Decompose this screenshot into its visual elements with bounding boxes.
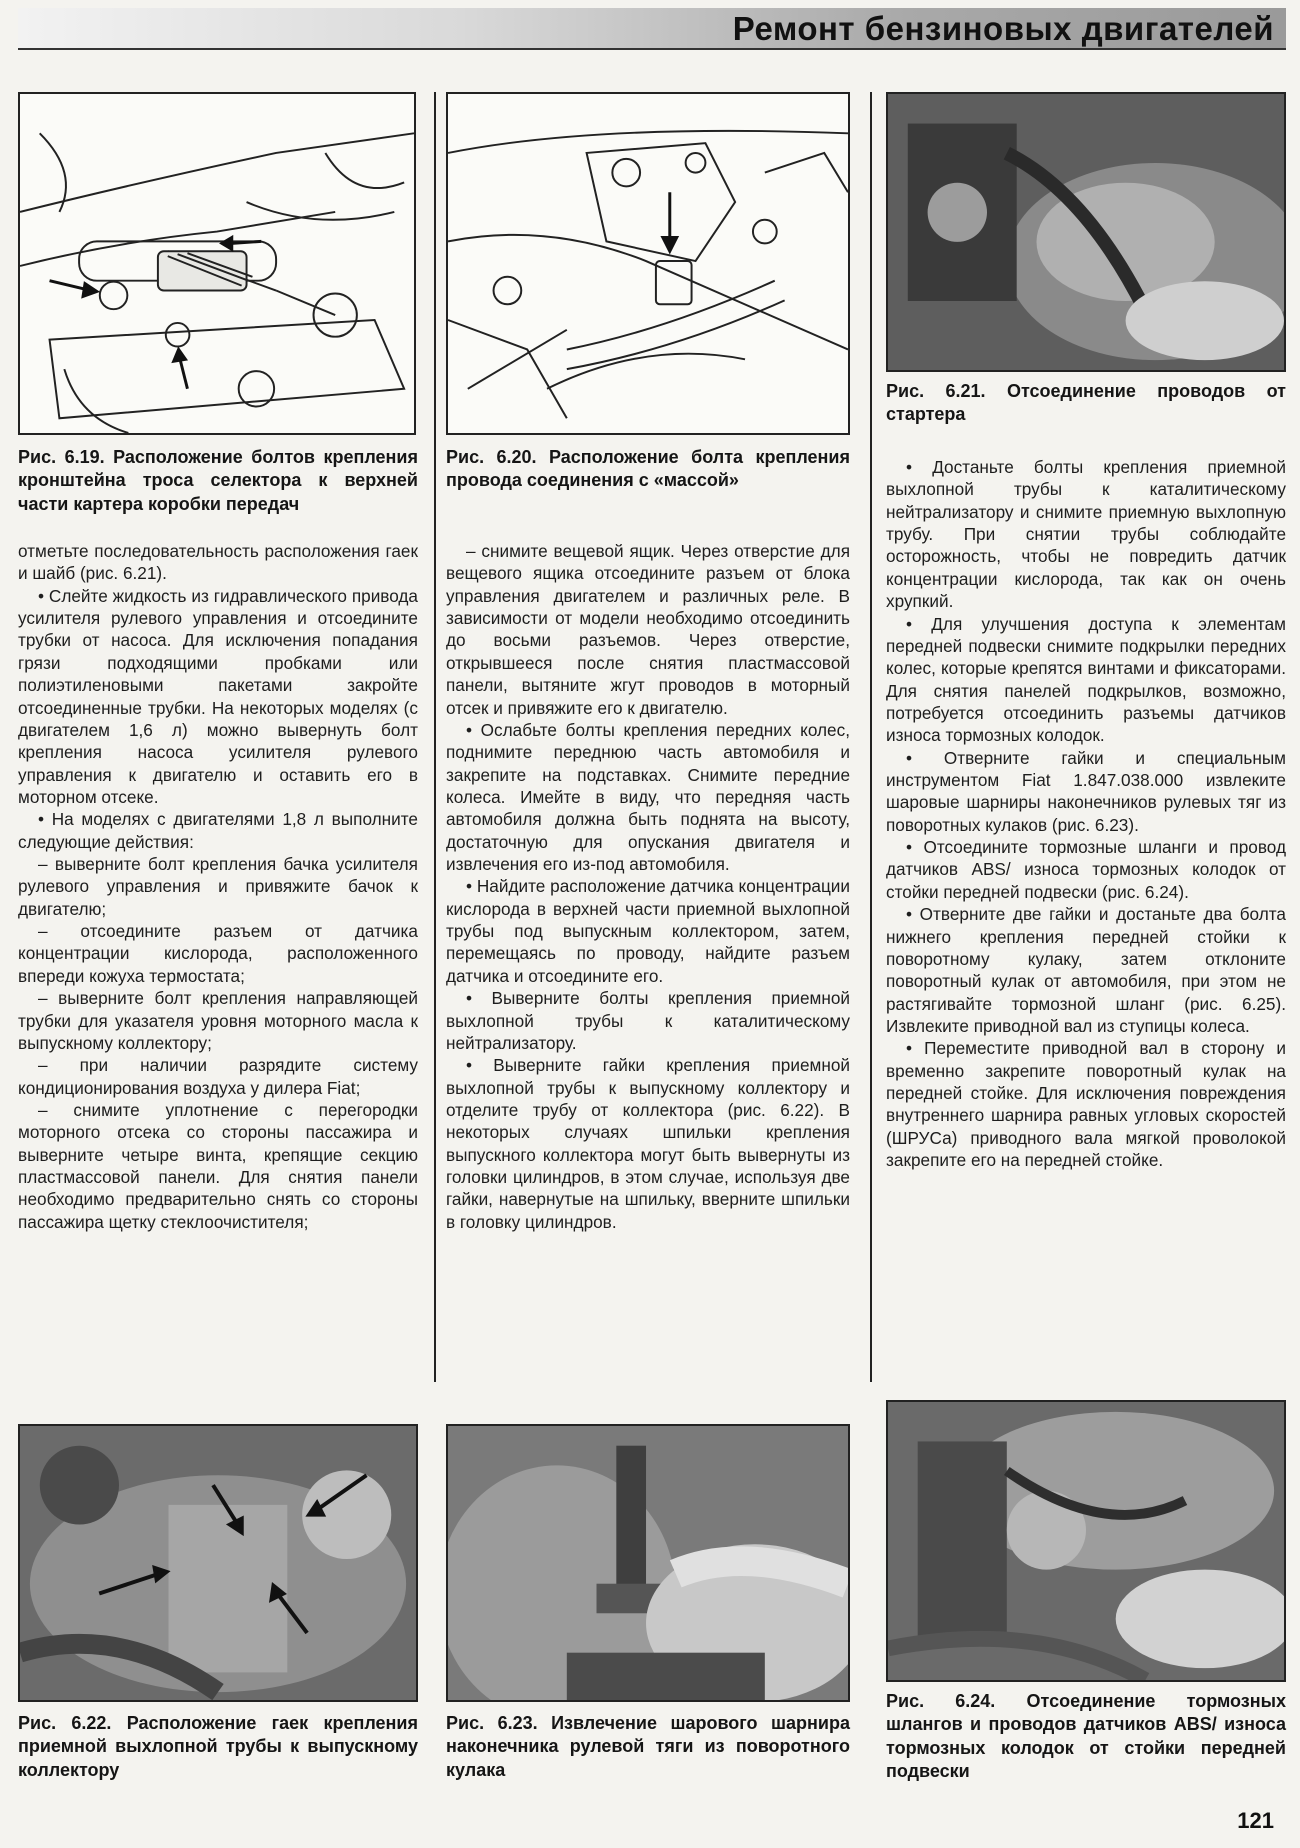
engine-bracket-illustration [20,94,414,433]
paragraph: – отсоедините разъем от датчика концентрации кислорода, расположенного впереди кожуха термостата; [18,921,418,986]
paragraph: • Для улучшения доступа к элементам передней подвески снимите подкрылки передних колес, которые крепятся винтами и фиксаторами. Для снятия панелей подкрылков, возможно, потребуется отсоединить разъемы датчиков износа тормозных колодок. [886,613,1286,746]
figure-6-23-photo [446,1424,850,1702]
column-left-text [18,540,418,1233]
figure-6-19-caption: Рис. 6.19. Расположение болтов крепления кронштейна троса селектора к верхней части картера коробки передач [18,447,418,514]
figure-6-20-drawing [446,92,850,435]
figure-6-21-caption: Рис. 6.21. Отсоединение проводов от стартера [886,381,1286,425]
column-divider-left [434,92,436,1382]
paragraph: • Переместите приводной вал в сторону и временно закрепите поворотный кулак на передней стойке. Для исключения повреждения внутреннего шарнира равных угловых скоростей (ШРУСа) приводного вала мягкой проволокой закрепите его на передней стойке. [886,1038,1286,1171]
paragraph: • Достаньте болты крепления приемной выхлопной трубы к каталитическому нейтрализатору и снимите приемную выхлопную трубу. При снятии трубы соблюдайте осторожность, чтобы не повредить датчик концентрации кислорода, так как он очень хрупкий. [886,457,1286,612]
exhaust-pipe-nuts-photo [20,1426,416,1700]
paragraph: – выверните болт крепления направляющей трубки для указателя уровня моторного масла к выпускному коллектору; [18,988,418,1053]
paragraph: – при наличии разрядите систему кондиционирования воздуха у дилера Fiat; [18,1055,418,1098]
figure-6-24-photo [886,1400,1286,1682]
brake-hoses-strut-photo [888,1402,1284,1680]
column-divider-right [870,92,872,1382]
paragraph: • Отверните гайки и специальным инструментом Fiat 1.847.038.000 извлеките шаровые шарниры наконечников рулевых тяг из поворотных кулаков (рис. 6.23). [886,747,1286,835]
column-middle-text [446,540,850,1233]
ground-wire-bolt-illustration [448,94,848,433]
paragraph: – выверните болт крепления бачка усилителя рулевого управления и привяжите бачок к двигателю; [18,854,418,919]
paragraph: • Найдите расположение датчика концентрации кислорода в верхней части приемной выхлопной трубы под выпускным коллектором, затем, перемещаясь по проводу, найдите разъем датчика и отсоедините его. [446,876,850,986]
paragraph: • Отверните две гайки и достаньте два болта нижнего крепления передней стойки к поворотному кулаку, затем отклоните поворотный кулак от автомобиля, при этом не растягивайте тормозной шланг (рис. 6.25). Извлеките приводной вал из ступицы колеса. [886,904,1286,1036]
figure-6-19-drawing [18,92,416,435]
paragraph: • На моделях с двигателями 1,8 л выполните следующие действия: [18,809,418,852]
paragraph: – снимите вещевой ящик. Через отверстие для вещевого ящика отсоедините разъем от блока управления двигателем и различных реле. В зависимости от модели необходимо отсоединить до восьми разъемов. Через отверстие, открывшееся после снятия пластмассовой панели, вытяните жгут проводов в моторный отсек и привяжите его к двигателю. [446,541,850,718]
figure-6-24-caption: Рис. 6.24. Отсоединение тормозных шлангов и проводов датчиков ABS/ износа тормозных колодок от стойки передней подвески [886,1691,1286,1782]
ball-joint-extraction-photo [448,1426,848,1700]
figure-6-20-caption: Рис. 6.20. Расположение болта крепления провода соединения с «массой» [446,447,850,491]
paragraph: • Ослабьте болты крепления передних колес, поднимите переднюю часть автомобиля и закрепите на подставках. Снимите передние колеса. Имейте в виду, что передняя часть автомобиля должна быть поднята на высоту, достаточную для опускания двигателя и извлечения его из-под автомобиля. [446,719,850,875]
figure-6-23-caption: Рис. 6.23. Извлечение шарового шарнира наконечника рулевой тяги из поворотного кулака [446,1713,850,1780]
paragraph: • Выверните гайки крепления приемной выхлопной трубы к выпускному коллектору и отделите трубу от коллектора (рис. 6.22). В некоторых случаях шпильки крепления выпускного коллектора могут быть вывернуты из головки цилиндров, в этом случае, используя две гайки, навернутые на шпильку, вверните шпильки в головку цилиндров. [446,1055,850,1232]
figure-6-22-caption: Рис. 6.22. Расположение гаек крепления приемной выхлопной трубы к выпускному коллектору [18,1713,418,1780]
page-title: Ремонт бензиновых двигателей [732,10,1274,47]
paragraph: • Отсоедините тормозные шланги и провод датчиков ABS/ износа тормозных колодок от стойки передней подвески (рис. 6.24). [886,837,1286,902]
paragraph: – снимите уплотнение с перегородки моторного отсека со стороны пассажира и выверните четыре винта, крепящие секцию пластмассовой панели. Для снятия панели необходимо предварительно снять со стороны пассажира щетку стеклоочистителя; [18,1099,418,1232]
paragraph: отметьте последовательность расположения гаек и шайб (рис. 6.21). [18,541,418,584]
column-right-text [886,456,1286,1172]
paragraph: • Слейте жидкость из гидравлического привода усилителя рулевого управления и отсоедините трубки от насоса. Для исключения попадания грязи подходящими пробками или полиэтиленовыми пакетами закройте отсоединенные трубки. На некоторых моделях (с двигателем 1,6 л) можно вывернуть болт крепления насоса усилителя рулевого управления к двигателю и оставить его в моторном отсеке. [18,585,418,807]
header-bar [18,8,1286,50]
figure-6-21-photo [886,92,1286,372]
starter-wires-photo [888,94,1284,370]
page-number: 121 [1237,1808,1274,1833]
figure-6-22-photo [18,1424,418,1702]
paragraph: • Выверните болты крепления приемной выхлопной трубы к каталитическому нейтрализатору. [446,988,850,1053]
